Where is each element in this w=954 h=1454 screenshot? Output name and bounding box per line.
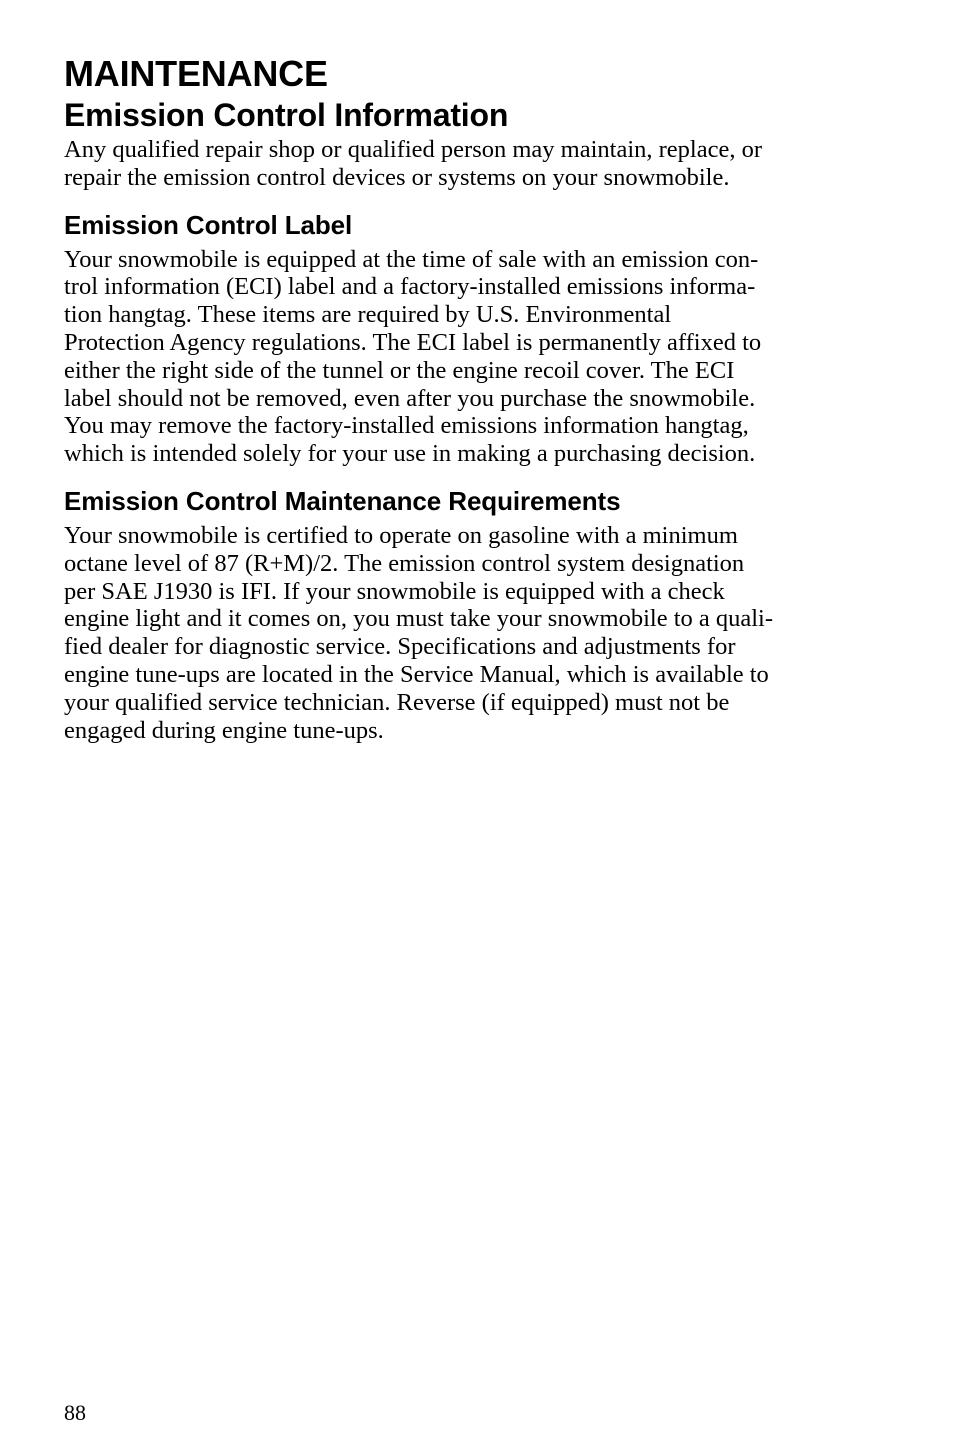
intro-paragraph: Any qualified repair shop or qualified person may maintain, replace, or repair the emission control devices or systems on your snowmobile. [64,136,763,191]
section-title: MAINTENANCE [64,53,328,94]
page-content [64,54,894,744]
maintenance-requirements-paragraph: Your snowmobile is certified to operate on gasoline with a minimum octane level of 87 (R+M)/2. The emission control system designation per SAE J1930 is IFI. If your snowmobile is equipped with a check engine light and it comes on, you must take your snowmobile to a quali- fied dealer for diagnostic service. Specifications and adjustments for engine tune-ups are located in the Service Manual, which is available to your qualified service technician. Reverse (if equipped) must not be engaged during engine tune-ups. [64,521,774,744]
emission-label-paragraph: Your snowmobile is equipped at the time of sale with an emission con- trol information (ECI) label and a factory-installed emissions informa- tion hangtag. These items are required by U.S. Environmental Protection Agency regulations. The ECI label is permanently affixed to either the right side of the tunnel or the engine recoil cover. The ECI label should not be removed, even after you purchase the snowmobile. You may remove the factory-installed emissions information hangtag, which is intended solely for your use in making a purchasing decision. [64,245,762,468]
page-number: 88 [64,1400,86,1425]
emission-label-heading: Emission Control Label [64,209,353,240]
maintenance-requirements-heading: Emission Control Maintenance Requirements [64,485,621,516]
page-title: Emission Control Information [64,97,509,133]
